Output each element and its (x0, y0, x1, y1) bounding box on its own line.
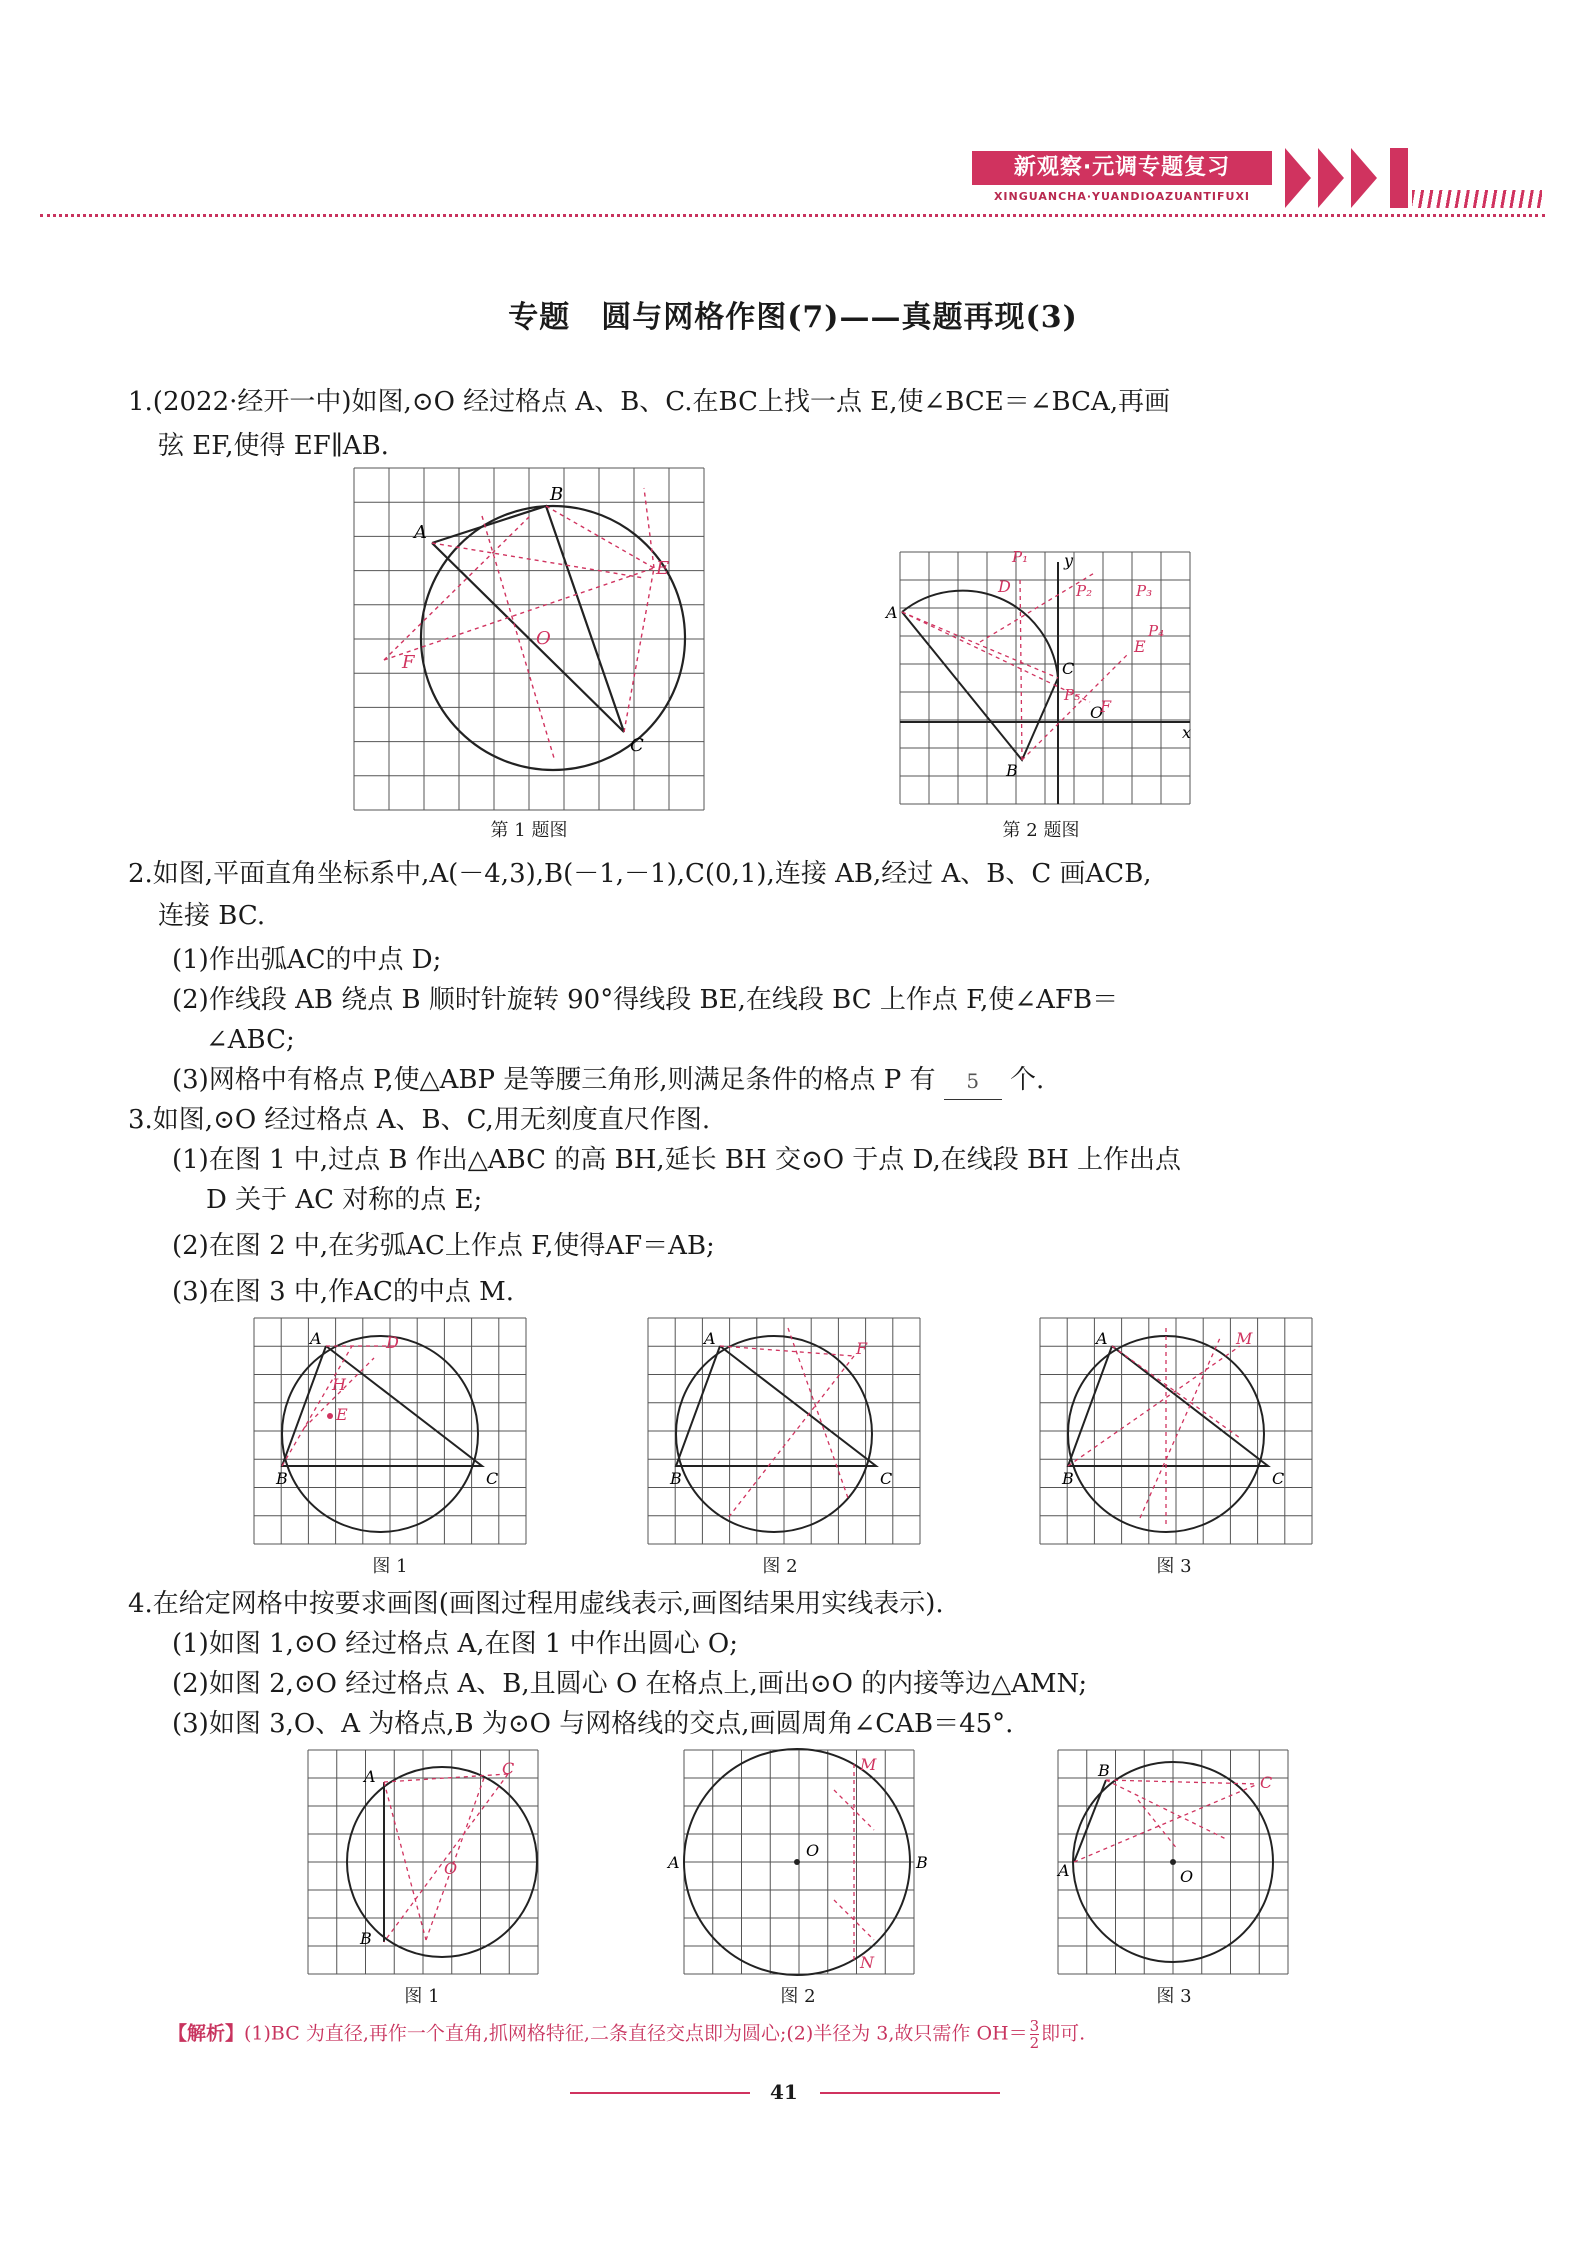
label-P5: P₅ (1064, 686, 1081, 704)
label-O: O (444, 1859, 458, 1878)
p2-q2a: (2)作线段 AB 绕点 B 顺时针旋转 90°得线段 BE,在线段 BC 上作点 F,使∠AFB＝ (172, 985, 1119, 1015)
label-N: N (860, 1953, 874, 1972)
label-O: O (806, 1841, 820, 1860)
label-M: M (1236, 1329, 1253, 1348)
caption-p4-fig1: 图 1 (404, 1986, 440, 2007)
p1-line2: 弦 EF,使得 EF∥AB. (158, 431, 389, 461)
p3-q3: (3)在图 3 中,作AC的中点 M. (172, 1277, 514, 1307)
chevron-icon (1318, 148, 1344, 208)
label-B: B (276, 1469, 288, 1488)
page-number: 41 (770, 2080, 798, 2104)
figure-p3-3 (1040, 1318, 1312, 1544)
p2-q3-tail: 个. (1010, 1065, 1045, 1095)
p3-q1a: (1)在图 1 中,过点 B 作出△ABC 的高 BH,延长 BH 交⊙O 于点 D,在线段 BH 上作出点 (172, 1145, 1182, 1175)
p4-line1: 4.在给定网格中按要求画图(画图过程用虚线表示,画图结果用实线表示). (128, 1589, 944, 1619)
label-O: O (1090, 703, 1104, 722)
label-A: A (1058, 1861, 1070, 1880)
p2-q3 (172, 1062, 1044, 1100)
p4-q3: (3)如图 3,O、A 为格点,B 为⊙O 与网格线的交点,画圆周角∠CAB＝45°. (172, 1709, 1014, 1739)
label-A: A (704, 1329, 716, 1348)
label-C: C (880, 1469, 893, 1488)
header-ticks (1412, 190, 1542, 208)
chevron-icon (1351, 148, 1377, 208)
label-C: C (502, 1759, 515, 1778)
label-F: F (402, 652, 415, 673)
footer-rule-left (570, 2092, 750, 2094)
label-H: H (332, 1375, 346, 1394)
caption-p4-fig2: 图 2 (780, 1986, 816, 2007)
caption-p3-fig3: 图 3 (1156, 1556, 1192, 1577)
header-rule (40, 214, 1545, 217)
label-P1: P₁ (1012, 548, 1029, 566)
label-E: E (1134, 637, 1146, 656)
label-A: A (668, 1853, 680, 1872)
p2-q2b: ∠ABC; (206, 1025, 295, 1055)
header-bar (1390, 148, 1408, 208)
label-F: F (1100, 697, 1112, 716)
label-B: B (670, 1469, 682, 1488)
label-B: B (916, 1853, 928, 1872)
footer-rule-right (820, 2092, 1000, 2094)
label-C: C (630, 735, 644, 756)
caption-p3-fig2: 图 2 (762, 1556, 798, 1577)
label-C: C (486, 1469, 499, 1488)
label-A: A (364, 1767, 376, 1786)
fraction-denominator: 2 (1029, 2034, 1040, 2052)
p2-q1: (1)作出弧AC的中点 D; (172, 945, 442, 975)
label-B: B (1062, 1469, 1074, 1488)
p4-q1: (1)如图 1,⊙O 经过格点 A,在图 1 中作出圆心 O; (172, 1629, 738, 1659)
p2-q3-answer: 5 (944, 1063, 1002, 1100)
p2-q3-text: (3)网格中有格点 P,使△ABP 是等腰三角形,则满足条件的格点 P 有 (172, 1065, 936, 1095)
caption-fig-p2: 第 2 题图 (1002, 820, 1080, 841)
label-C: C (1062, 659, 1075, 678)
analysis-tag: 【解析】 (168, 2022, 245, 2045)
label-O: O (536, 628, 551, 649)
analysis-text: (1)BC 为直径,再作一个直角,抓网格特征,二条直径交点即为圆心;(2)半径为 3,故只需作 OH＝ (244, 2022, 1028, 2045)
label-D: D (998, 577, 1011, 596)
label-D: D (386, 1333, 399, 1352)
brand-title: 新观察·元调专题复习 (972, 151, 1272, 185)
label-B: B (550, 484, 564, 505)
p2-line2: 连接 BC. (158, 901, 266, 931)
p2-line1: 2.如图,平面直角坐标系中,A(－4,3),B(－1,－1),C(0,1),连接 AB,经过 A、B、C 画ACB, (128, 859, 1152, 889)
label-B: B (360, 1929, 372, 1948)
label-C: C (1272, 1469, 1285, 1488)
label-E: E (656, 558, 670, 579)
fraction-numerator: 3 (1029, 2017, 1040, 2035)
label-C: C (1260, 1773, 1273, 1792)
figure-p4-3 (1058, 1750, 1288, 1974)
p3-line1: 3.如图,⊙O 经过格点 A、B、C,用无刻度直尺作图. (128, 1105, 711, 1135)
caption-p4-fig3: 图 3 (1156, 1986, 1192, 2007)
label-x: x (1182, 723, 1192, 742)
caption-fig-p1: 第 1 题图 (490, 820, 568, 841)
label-E: E (336, 1405, 348, 1424)
analysis-tail: 即可. (1041, 2022, 1086, 2045)
brand-header (966, 145, 1278, 215)
p1-line1: 1.(2022·经开一中)如图,⊙O 经过格点 A、B、C.在BC上找一点 E,使∠BCE＝∠BCA,再画 (128, 387, 1171, 417)
figure-p2 (886, 548, 1200, 806)
label-A: A (414, 522, 427, 543)
label-P3: P₃ (1136, 582, 1153, 600)
p4-q2: (2)如图 2,⊙O 经过格点 A、B,且圆心 O 在格点上,画出⊙O 的内接等边△AMN; (172, 1669, 1088, 1699)
label-O: O (1180, 1867, 1194, 1886)
label-P2: P₂ (1076, 582, 1093, 600)
label-B: B (1098, 1761, 1110, 1780)
label-B: B (1006, 761, 1018, 780)
analysis-note (168, 2018, 1085, 2051)
figure-p4-2 (668, 1750, 928, 1974)
label-M: M (860, 1755, 877, 1774)
figure-p4-1 (308, 1750, 538, 1974)
label-P4: P₄ (1148, 622, 1165, 640)
label-y: y (1064, 551, 1074, 570)
brand-subtitle: XINGUANCHA·YUANDIOAZUANTIFUXI (993, 190, 1251, 203)
label-F: F (856, 1339, 868, 1358)
label-A: A (1096, 1329, 1108, 1348)
caption-p3-fig1: 图 1 (372, 1556, 408, 1577)
figure-p3-1 (254, 1318, 526, 1544)
label-A: A (310, 1329, 322, 1348)
figure-p1 (354, 468, 704, 810)
p3-q1b: D 关于 AC 对称的点 E; (206, 1185, 483, 1215)
label-A: A (886, 603, 898, 622)
figure-p3-2 (648, 1318, 920, 1544)
page-title: 专题 圆与网格作图(7)——真题再现(3) (508, 300, 1078, 335)
chevron-icon (1285, 148, 1311, 208)
p3-q2: (2)在图 2 中,在劣弧AC上作点 F,使得AF＝AB; (172, 1231, 715, 1261)
analysis-fraction (1030, 2018, 1040, 2051)
